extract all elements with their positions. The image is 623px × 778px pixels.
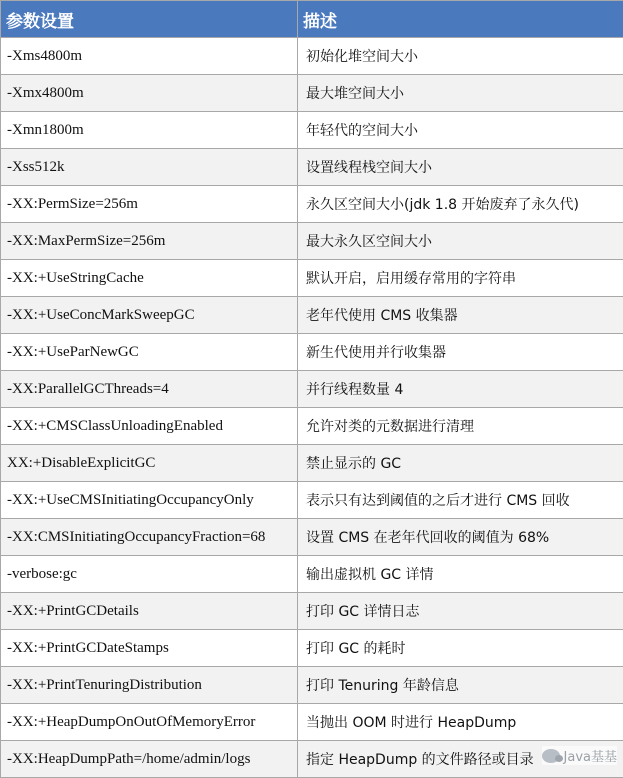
param-cell: -verbose:gc [1,556,298,593]
desc-cell: 最大堆空间大小 [298,75,623,112]
desc-cell: 打印 GC 的耗时 [298,630,623,667]
param-cell: -XX:+PrintGCDateStamps [1,630,298,667]
param-cell: -XX:+PrintTenuringDistribution [1,667,298,704]
param-cell: -Xmx4800m [1,75,298,112]
header-desc: 描述 [298,1,623,38]
desc-cell: 当抛出 OOM 时进行 HeapDump [298,704,623,741]
desc-cell: 永久区空间大小(jdk 1.8 开始废弃了永久代) [298,186,623,223]
table-row [1,260,623,297]
table-row [1,38,623,75]
table-row [1,75,623,112]
wechat-icon [542,749,560,763]
desc-cell: 表示只有达到阈值的之后才进行 CMS 回收 [298,482,623,519]
desc-cell: 打印 Tenuring 年龄信息 [298,667,623,704]
desc-cell: 并行线程数量 4 [298,371,623,408]
param-cell: -XX:CMSInitiatingOccupancyFraction=68 [1,519,298,556]
table-row [1,630,623,667]
desc-cell: 允许对类的元数据进行清理 [298,408,623,445]
desc-cell: 设置线程栈空间大小 [298,149,623,186]
desc-cell: 默认开启，启用缓存常用的字符串 [298,260,623,297]
param-cell: -XX:+CMSClassUnloadingEnabled [1,408,298,445]
table-row [1,741,623,778]
table-row [1,445,623,482]
table-row [1,149,623,186]
table-row [1,223,623,260]
param-cell: -XX:+PrintGCDetails [1,593,298,630]
table-row [1,371,623,408]
table-row [1,556,623,593]
table-row [1,112,623,149]
desc-cell: 打印 GC 详情日志 [298,593,623,630]
table-row [1,519,623,556]
param-cell: XX:+DisableExplicitGC [1,445,298,482]
table-row [1,704,623,741]
param-cell: -Xms4800m [1,38,298,75]
param-cell: -Xss512k [1,149,298,186]
table-row [1,408,623,445]
watermark [542,746,617,765]
desc-cell: 新生代使用并行收集器 [298,334,623,371]
table-row [1,667,623,704]
desc-cell: 年轻代的空间大小 [298,112,623,149]
desc-cell: 指定 HeapDump 的文件路径或目录 [298,741,623,778]
desc-cell: 禁止显示的 GC [298,445,623,482]
param-cell: -XX:MaxPermSize=256m [1,223,298,260]
param-cell: -XX:+UseCMSInitiatingOccupancyOnly [1,482,298,519]
desc-cell: 设置 CMS 在老年代回收的阈值为 68% [298,519,623,556]
table-row [1,482,623,519]
param-cell: -XX:HeapDumpPath=/home/admin/logs [1,741,298,778]
table-row [1,186,623,223]
watermark-text: Java基基 [564,746,617,765]
table-row [1,334,623,371]
param-cell: -XX:ParallelGCThreads=4 [1,371,298,408]
desc-cell: 输出虚拟机 GC 详情 [298,556,623,593]
param-cell: -XX:+HeapDumpOnOutOfMemoryError [1,704,298,741]
param-cell: -XX:PermSize=256m [1,186,298,223]
header-param: 参数设置 [1,1,298,38]
table-row [1,297,623,334]
param-cell: -XX:+UseConcMarkSweepGC [1,297,298,334]
param-cell: -Xmn1800m [1,112,298,149]
desc-cell: 初始化堆空间大小 [298,38,623,75]
header-row [1,1,623,38]
param-cell: -XX:+UseParNewGC [1,334,298,371]
param-cell: -XX:+UseStringCache [1,260,298,297]
desc-cell: 最大永久区空间大小 [298,223,623,260]
desc-cell: 老年代使用 CMS 收集器 [298,297,623,334]
table-row [1,593,623,630]
